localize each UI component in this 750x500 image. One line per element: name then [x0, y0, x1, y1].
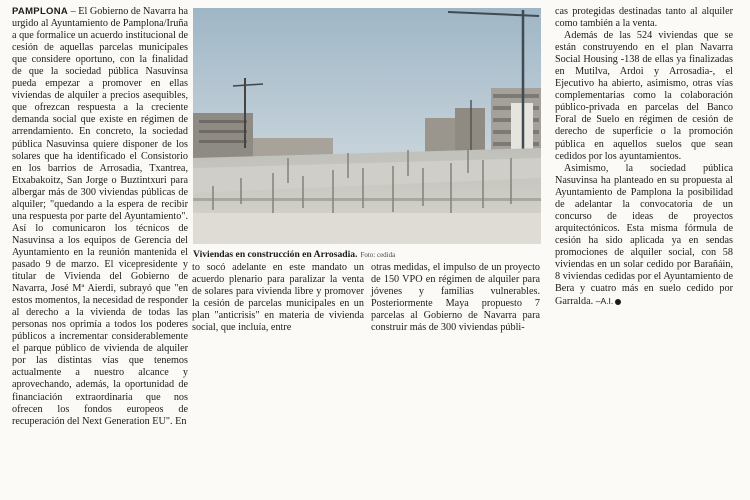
- author-signature: –A.I.: [595, 296, 614, 307]
- article-column-2: [192, 262, 364, 334]
- article-column-3: [371, 262, 540, 334]
- paragraph-text: Además de las 524 viviendas que se están construyendo en el plan Navarra Social Housing -138 de ellas ya finalizadas en Mutilva, Ardoi y Arrosadia-, el Ejecutivo ha abierto, asimismo, otras vías complementarias como la colaboración público-privada en parcelas del Banco Foral de Suelo en régimen de cesión de derecho de superficie o la promoción pública en aquellos suelos que sean cedidos por los ayuntamientos.: [555, 30, 733, 162]
- article-paragraph: [12, 6, 188, 428]
- article-column-4: [555, 6, 733, 308]
- paragraph-text: to socó adelante en este mandato un acuerdo plenario para paralizar la venta de solares para vivienda libre y promover la cesión de parcelas municipales en un plan "anticrisis" en materia de vivienda social, que incluía, entre: [192, 262, 364, 334]
- paragraph-text: cas protegidas destinadas tanto al alquiler como también a la venta.: [555, 6, 733, 30]
- photo-credit: Foto: cedida: [360, 251, 396, 259]
- paragraph-text: – El Gobierno de Navarra ha urgido al Ayuntamiento de Pamplona/Iruña a que formalice un acuerdo institucional de cesión de aquellas parcelas municipales que considere oportuno, con la finalidad de que la sociedad pública Nasuvinsa pueda empezar a promover en ellas viviendas de alquiler a precios asequibles, que ofrezcan respuesta a la creciente demanda social que existe en régimen de arrendamiento. En concreto, la sociedad pública Nasuvinsa quiere disponer de los solares que ha identificado el Consistorio en los barrios de Arrosadia, Txantrea, Etxabakoitz, San Jorge o Buztintxuri para albergar más de 300 viviendas públicas de alquiler; "quedando a la espera de recibir una respuesta por parte del Ayuntamiento". Así lo comunicaron los técnicos de Nasuvinsa a los equipos de Gerencia del Ayuntamiento en la reunión mantenida el pasado 9 de marzo. El vicepresidente y titular de Vivienda del Gobierno de Navarra, José Mª Aierdi, subrayó que "en estos momentos, la necesidad de responder al derecho a la vivienda de todas las personas nos oprimía a todos los poderes públicos a incrementar considerablemente el parque público de vivienda de alquiler por las distintas vías que tenemos actualmente a nuestro alcance y aprovechando, además, la oportunidad de financiación extraordinaria que nos ofrecen los fondos europeos de recuperación del Next Generation EU". En: [12, 6, 188, 427]
- paragraph-text: otras medidas, el impulso de un proyecto de 150 VPO en régimen de alquiler para jóvenes y familias vulnerables. Posteriormente Maya propuesto 7 parcelas al Gobierno de Navarra para construir más de 300 viviendas públi-: [371, 262, 540, 334]
- article-column-1: [12, 6, 188, 500]
- caption-text: Viviendas en construcción en Arrosadia.: [193, 249, 358, 260]
- closing-paragraph: [555, 163, 733, 309]
- photo-caption: [193, 249, 541, 261]
- end-mark-icon: [615, 299, 621, 305]
- paragraph-text: Asimismo, la sociedad pública Nasuvinsa ha planteado en su propuesta al Ayuntamiento de Pamplona la posibilidad de adelantar la convocatoria de un concurso de ideas de proyectos arquitectónicos. Esta misma fórmula de cesión ha sido aplicada ya en sendas promociones de alquiler social, con 58 viviendas en un solar cedido por Barañáin, 8 viviendas cedidas por el Ayuntamiento de Bera y cuatro más en suelo cedido por Garralda.: [555, 162, 733, 308]
- dateline: PAMPLONA: [12, 6, 69, 17]
- construction-photo: [193, 8, 541, 244]
